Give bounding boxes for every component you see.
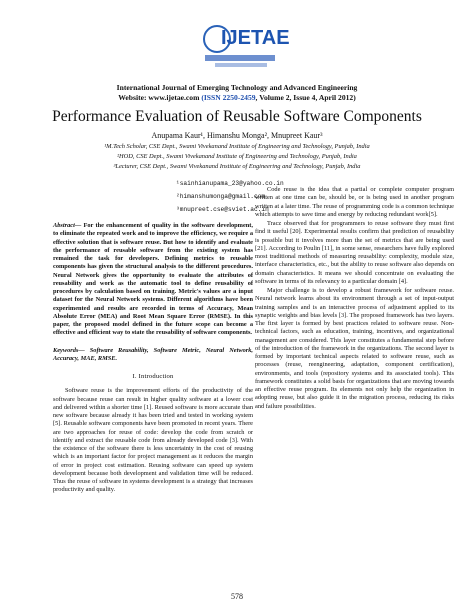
journal-logo xyxy=(195,25,290,75)
right-column xyxy=(255,186,454,412)
journal-issn[interactable]: (ISSN 2250-2459 xyxy=(199,93,256,102)
logo-tagline-bar-2 xyxy=(215,63,267,67)
affiliation-3: ³Lecturer, CSE Dept., Swami Vivekanand Institute of Engineering and Technology, Punjab, India xyxy=(113,163,361,170)
journal-website-line xyxy=(0,93,474,102)
keywords-label: Keywords— xyxy=(53,346,85,354)
email-3[interactable]: ³mnupreet.cse@sviet.ac.in xyxy=(176,206,269,213)
keywords xyxy=(53,347,253,364)
logo-text: IJETAE xyxy=(221,27,290,49)
abstract-text: For the enhancement of quality in the software development, to eliminate the repeated work and to improve the efficiency, we require a effective solution that is software reuse. But how to identify and evaluate the performance of reusable software from the existing system has remained the task for developers. Defining metrics to reusable components has given the structural analysis to the different procedures. Neural Network gives the opportunity to evaluate the attributes of reusability and work as the automatic tool to define reusability of procedures by calculation based on training. Metric's values are a input dataset for the Neural Network systems. Different algorithms have been experimented and results are recorded in terms of Accuracy, Mean Absolute Error (MEA) and Root Mean Square Error (RMSE). In this paper, the proposed model defined in the future scope can become a effective and efficient way to state the reusability of software components. xyxy=(53,222,253,337)
right-paragraph-2: Tracz observed that for programmers to reuse software they must first find it useful [20]. Experimental results confirm that prediction of reusability is possible but it involves more than the set of metrics that are being used [21]. According to Poulin [11], in some sense, researchers have fully explored most traditional methods of measuring reusability: complexity, module size, interface characteristics, etc., but the ability to reuse software also depends on domain characteristics. It means we should concentrate on evaluating the software in terms of its relevancy to a particular domain [4]. xyxy=(255,220,454,285)
right-paragraph-1: Code reuse is the idea that a partial or complete computer program written at one time can be, should be, or is being used in another program written at a later time. The reuse of programming code is a common technique which attempts to save time and energy by reducing redundant work[5]. xyxy=(255,186,454,218)
left-column xyxy=(53,222,253,495)
right-paragraph-3: Major challenge is to develop a robust framework for software reuse. Neural network learns about its environment through a set of input-output training samples and is an interactive process of adjustment applied to its synaptic weights and bias levels [3]. The proposed framework has two layers. The first layer is formed by best practices related to software reuse. Non-technical factors, such as education, training, incentives, and organizational management are considered. This layer constitutes a fundamental step before of the introduction of the framework in the organizations. The second layer is formed by important technical aspects related to software reuse, such as processes (reuse, reengineering, adaptation, component certification), environments, and tools (repository systems and its associated tools). This framework constitutes a solid basis for organizations that are moving towards an effective reuse program. Its elements not only help the organization in adopting reuse, but also guide it in the migration process, reducing its risks and failure possibilities. xyxy=(255,287,454,410)
journal-name: International Journal of Emerging Technology and Advanced Engineering xyxy=(116,83,358,92)
abstract-label: Abstract— xyxy=(53,222,82,229)
intro-paragraph-1: Software reuse is the improvement efforts of the productivity of the software because reuse can result in higher quality software at a lower cost and delivered within a shorter time [1]. Reused software is more accurate than new software because already it has been tried and tested in working system [5]. Reusable software components have been promoted in recent years. There are two approaches for reuse of code: develop the code from scratch or identify and extract the reusable code from already developed code [3]. With the existence of the software there is less uncertainty in the cost of reusing which is an important factor for project management as it reduces the margin of error in project cost estimation. Reusing software can speed up system development because both development and validation time will be reduced. Thus the reuse of software in systems development is a strategy that increases productivity and quality. xyxy=(53,387,253,494)
authors: Anupama Kaur¹, Himanshu Monga², Mnupreet Kaur³ xyxy=(151,131,323,140)
journal-website[interactable]: Website: www.ijetae.com xyxy=(118,93,200,102)
affiliation-2: ²HOD, CSE Dept., Swami Vivekanand Institute of Engineering and Technology, Punjab, India xyxy=(117,153,357,160)
affiliation-1: ¹M.Tech Scholar, CSE Dept., Swami Vivekanand Institute of Engineering and Technology, Punjab, India xyxy=(104,143,370,150)
email-2[interactable]: ²himanshumonga@gmail.com xyxy=(176,193,266,200)
abstract xyxy=(53,222,253,338)
email-1[interactable]: ¹sainhianupama_23@yahoo.co.in xyxy=(176,180,284,187)
section-heading-introduction: I. Introduction xyxy=(132,373,174,380)
paper-title: Performance Evaluation of Reusable Software Components xyxy=(52,108,422,125)
keywords-terms: Software Reusability, Software Metric, Neural Network, Accuracy, MAE, RMSE. xyxy=(53,346,253,362)
logo-tagline-bar xyxy=(205,55,275,61)
journal-volume: , Volume 2, Issue 4, April 2012) xyxy=(255,93,356,102)
page-number: 578 xyxy=(231,592,243,601)
